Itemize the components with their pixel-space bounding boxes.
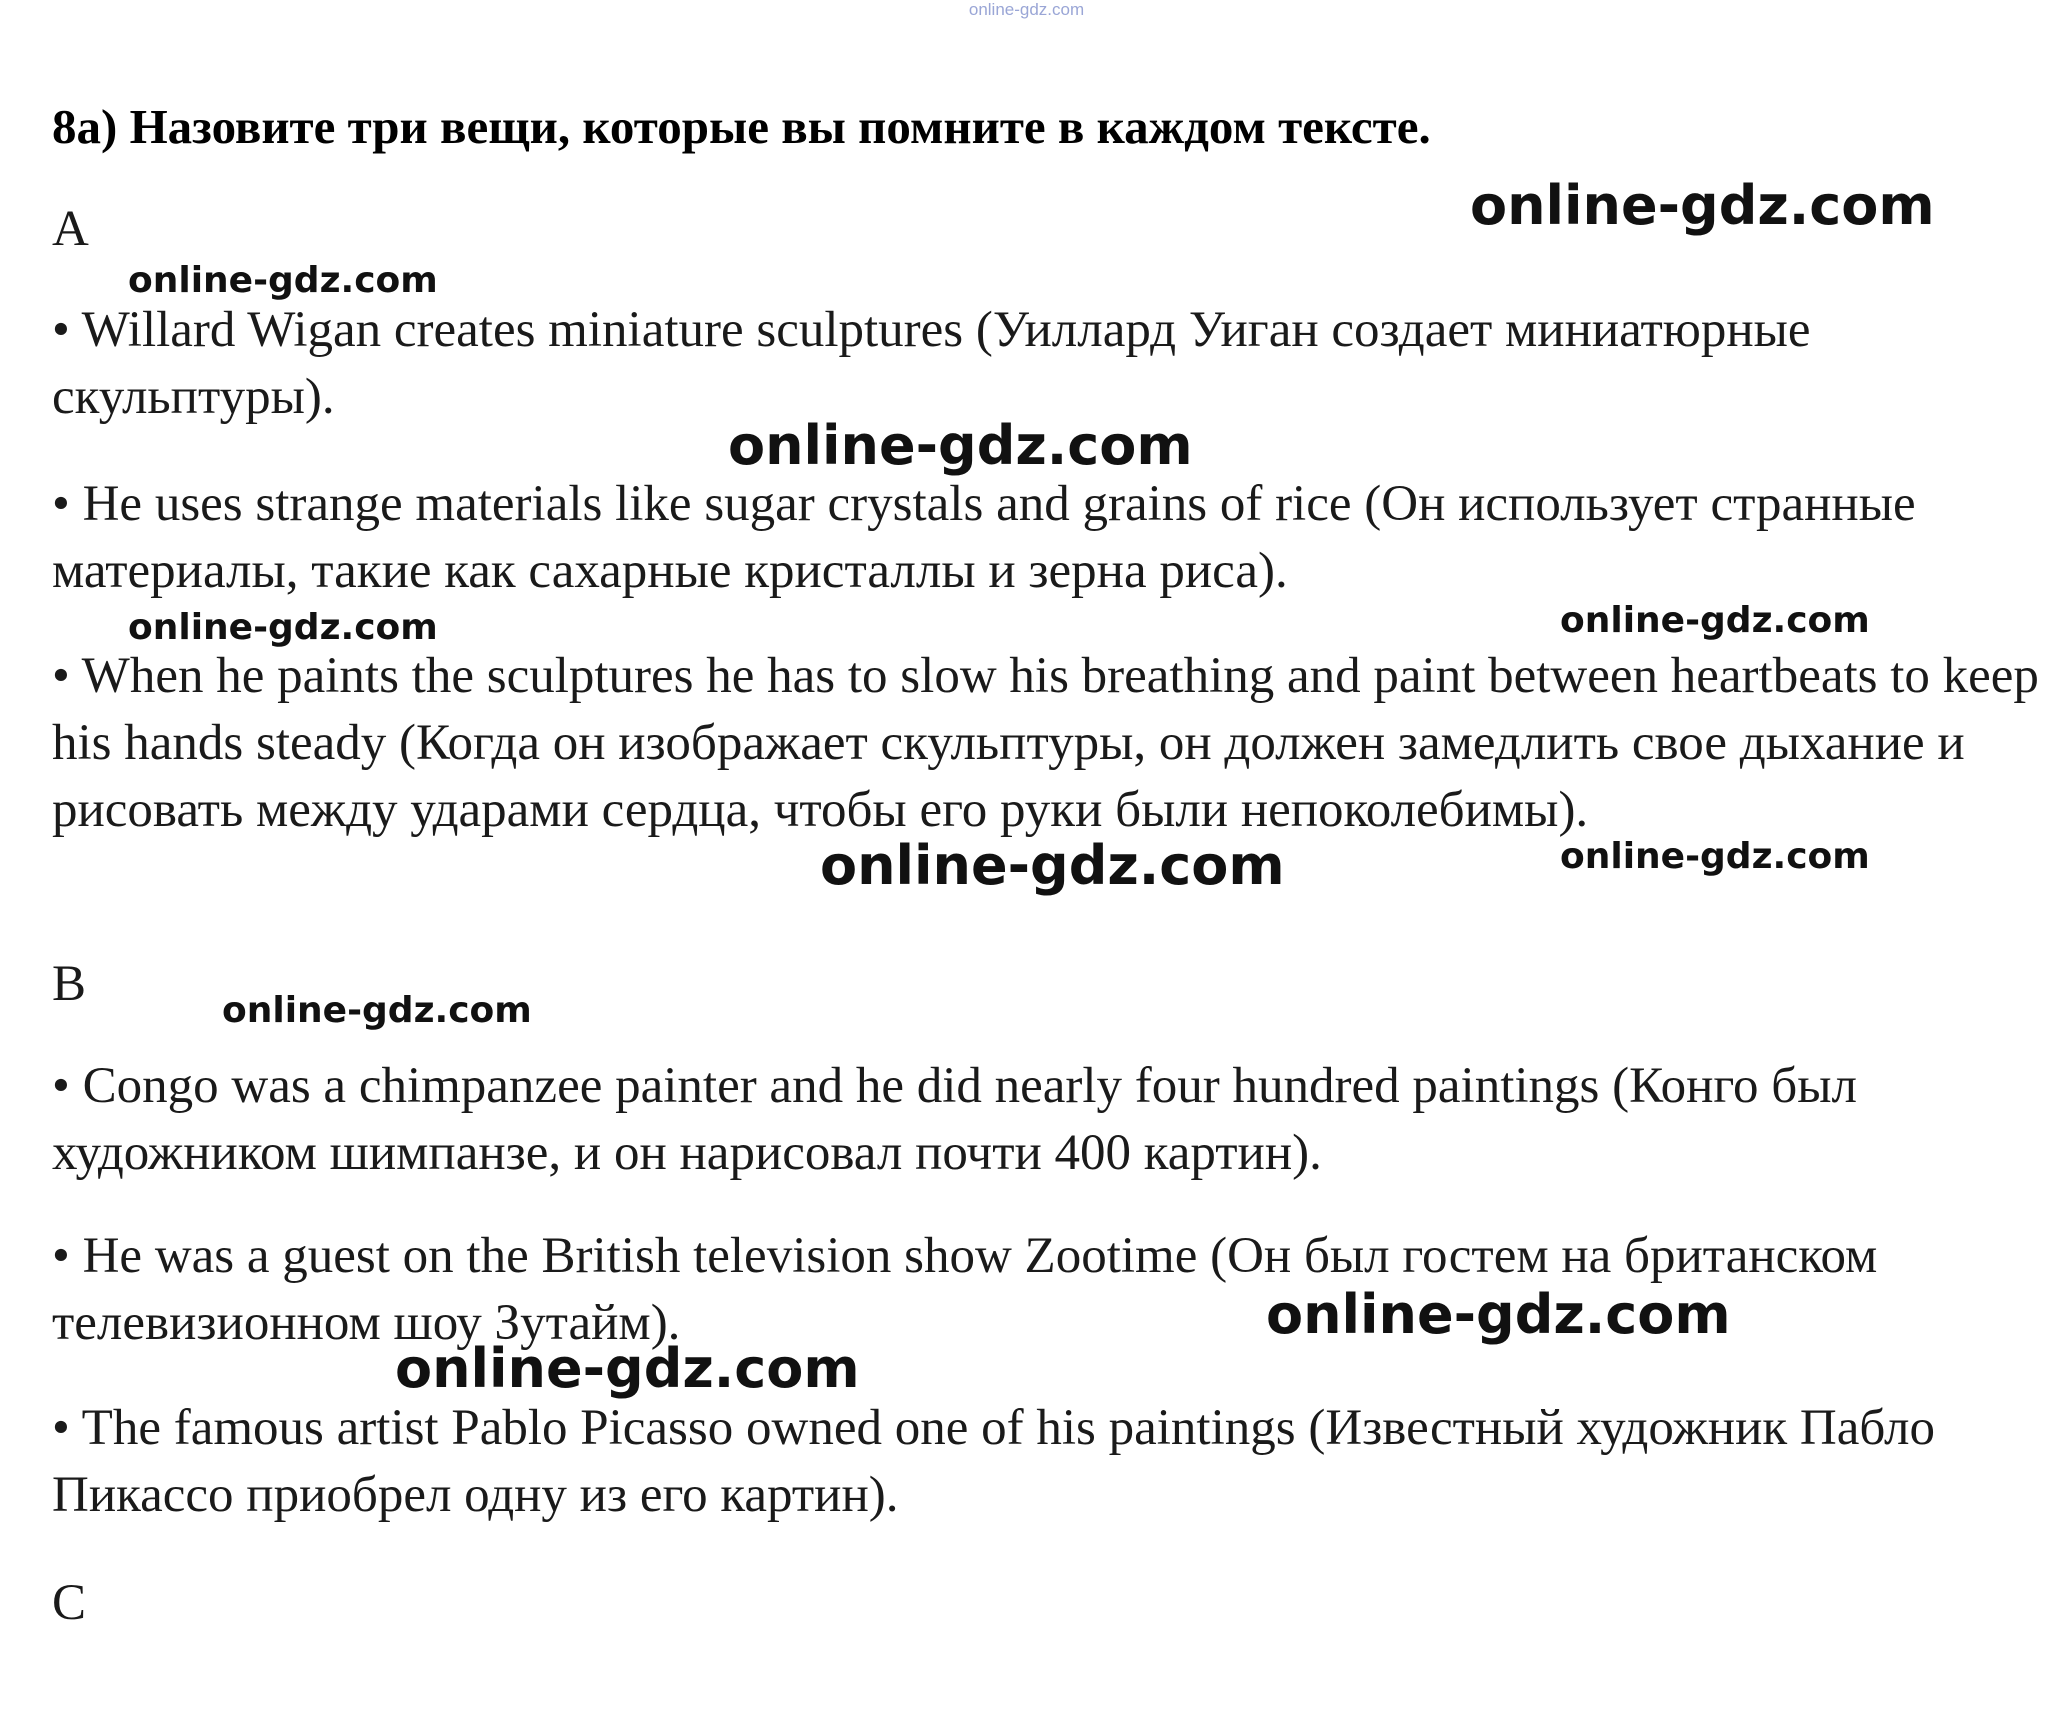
watermark: online-gdz.com <box>1470 174 1935 237</box>
section-a-letter: A <box>52 201 89 257</box>
watermark: online-gdz.com <box>1560 836 1870 877</box>
exercise-heading: 8a) Назовите три вещи, которые вы помните в каждом тексте. <box>52 99 1431 154</box>
watermark: online-gdz.com <box>1266 1283 1731 1346</box>
section-b-item-1: • Congo was a chimpanzee painter and he did nearly four hundred paintings (Конго был художником шимпанзе, и он нарисовал почти 400 картин). <box>52 1058 1857 1181</box>
section-b-letter: B <box>52 956 87 1012</box>
section-b-item-2: • He was a guest on the British television show Zootime (Он был гостем на британском телевизионном шоу Зутайм). <box>52 1228 1878 1351</box>
watermark: online-gdz.com <box>728 414 1193 477</box>
watermark: online-gdz.com <box>820 834 1285 897</box>
top-watermark: online-gdz.com <box>968 0 1085 19</box>
watermark: online-gdz.com <box>128 260 438 301</box>
section-a-item-2: • He uses strange materials like sugar crystals and grains of rice (Он использует странные материалы, такие как сахарные кристаллы и зерна риса). <box>52 476 1916 599</box>
watermark: online-gdz.com <box>128 607 438 648</box>
section-c-letter: C <box>52 1575 87 1631</box>
section-a-item-1: • Willard Wigan creates miniature sculptures (Уиллард Уиган создает миниатюрные скульптуры). <box>52 302 1811 425</box>
watermark: online-gdz.com <box>1560 600 1870 641</box>
section-b-item-3: • The famous artist Pablo Picasso owned one of his paintings (Известный художник Пабло Пикассо приобрел одну из его картин). <box>52 1400 1935 1523</box>
watermark: online-gdz.com <box>222 990 532 1031</box>
section-a-item-3: • When he paints the sculptures he has to slow his breathing and paint between heartbeats to keep his hands steady (Когда он изображает скульптуры, он должен замедлить свое дыхание и рисовать между ударами сердца, чтобы его руки были непоколебимы). <box>52 648 2039 838</box>
watermark: online-gdz.com <box>395 1337 860 1400</box>
